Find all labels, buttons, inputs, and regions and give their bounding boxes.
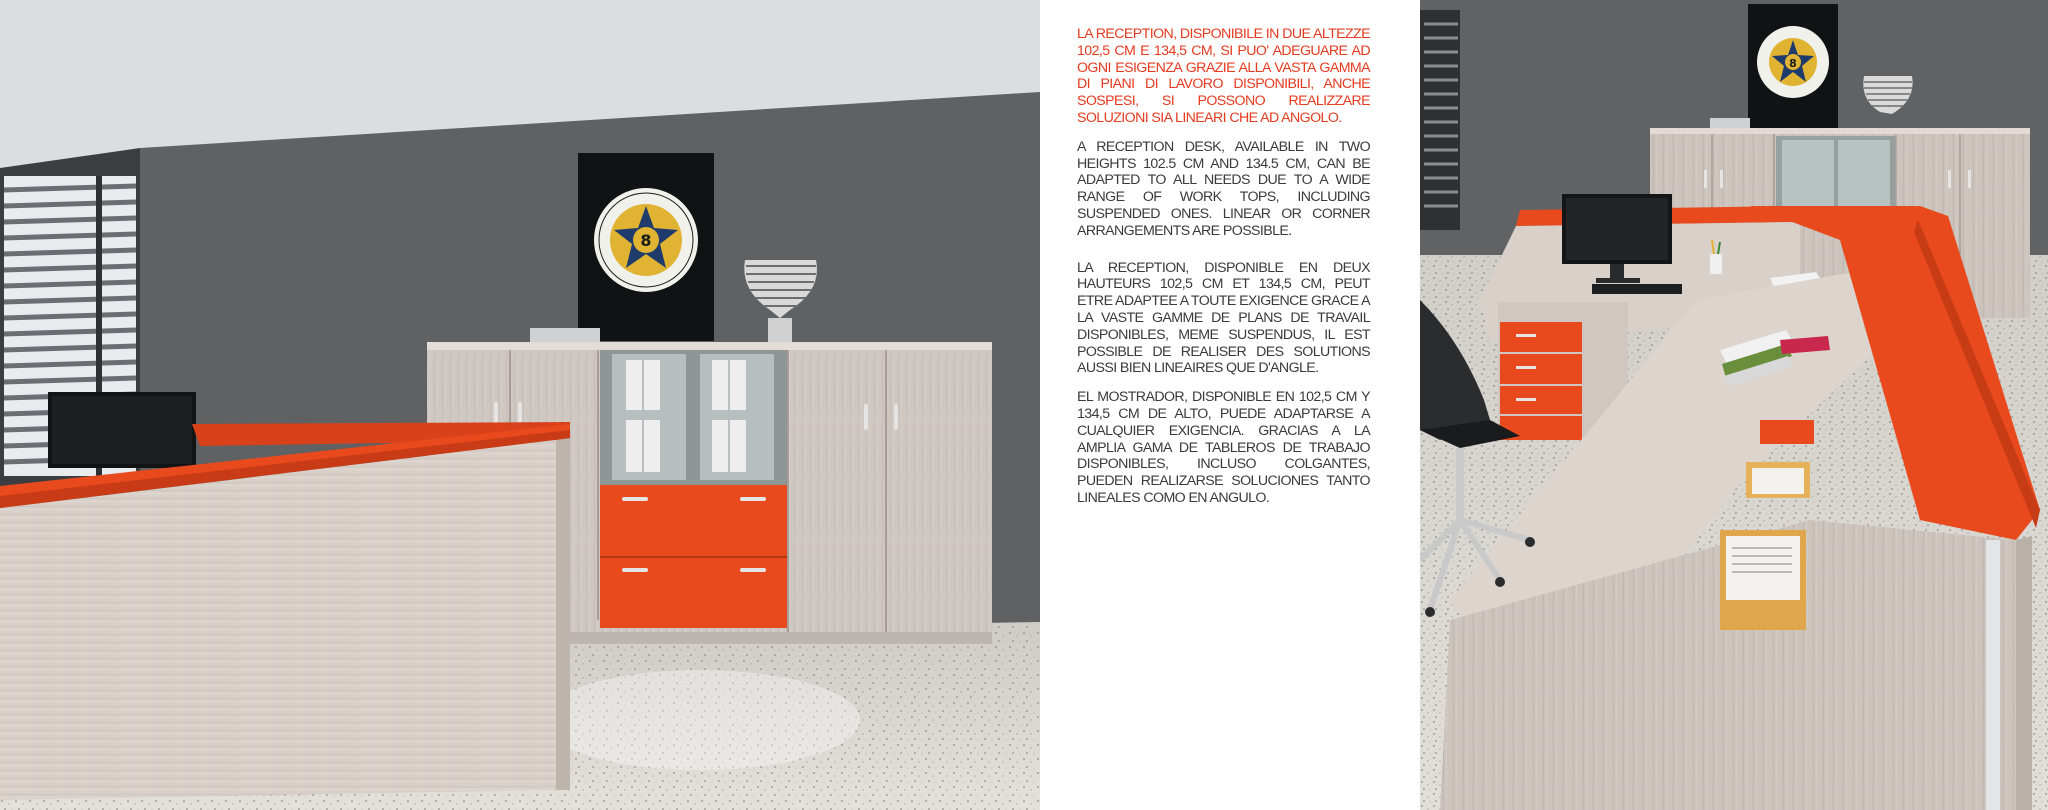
keyboard [1592, 284, 1682, 294]
reception-desk [0, 422, 570, 800]
router-device-right [1710, 118, 1750, 128]
description-english: A RECEPTION DESK, AVAILABLE IN TWO HEIGHTS 102.5 CM AND 134.5 CM, CAN BE ADAPTED TO ALL NEEDS DUE TO A WIDE RANGE OF WORK TOPS, INCLUDING SUSPENDED ONES. LINEAR OR CORNER ARRANGEMENTS ARE POSSIBLE. [1077, 138, 1370, 239]
description-italian: LA RECEPTION, DISPONIBILE IN DUE ALTEZZE 102,5 CM E 134,5 CM, SI PUO' ADEGUARE AD OGNI ESIGENZA GRAZIE ALLA VASTA GAMMA DI PIANI DI LAVORO DISPONIBILI, ANCHE SOSPESI, SI POSSONO REALIZZARE SOLUZIONI SIA LINEARI CHE AD ANGOLO. [1077, 26, 1370, 126]
window-blinds-right [1420, 10, 1460, 230]
svg-text:8: 8 [640, 231, 652, 250]
computer-monitor [48, 392, 196, 468]
description-french: LA RECEPTION, DISPONIBLE EN DEUX HAUTEURS 102,5 CM ET 134,5 CM, PEUT ETRE ADAPTEE A TOUTE EXIGENCE GRACE A LA VASTE GAMME DE PLANS DE TRAVAIL DISPONIBLES, MEME SUSPENDUS, IL EST POSSIBLE DE REALISER DES SOLUTIONS AUSSI BIEN LINEAIRES QUE D'ANGLE. [1077, 259, 1370, 377]
description-spanish: EL MOSTRADOR, DISPONIBLE EN 102,5 CM Y 134,5 CM DE ALTO, PUEDE ADAPTARSE A CUALQUIER EXIGENCIA. GRACIAS A LA AMPLIA GAMA DE TABLEROS DE TRABAJO DISPONIBLES, INCLUSO COLGANTES, PUEDEN REALIZARSE SOLUCIONES TANTO LINEALES COMO EN ANGULO. [1077, 389, 1370, 506]
svg-text:8: 8 [1789, 57, 1797, 70]
wall-poster-right [1748, 4, 1838, 128]
router-device [530, 328, 600, 342]
description-column [1077, 26, 1370, 519]
right-photo-reception [1420, 0, 2048, 810]
wall-poster [578, 153, 714, 341]
right-photo-illustration [1420, 0, 2048, 810]
